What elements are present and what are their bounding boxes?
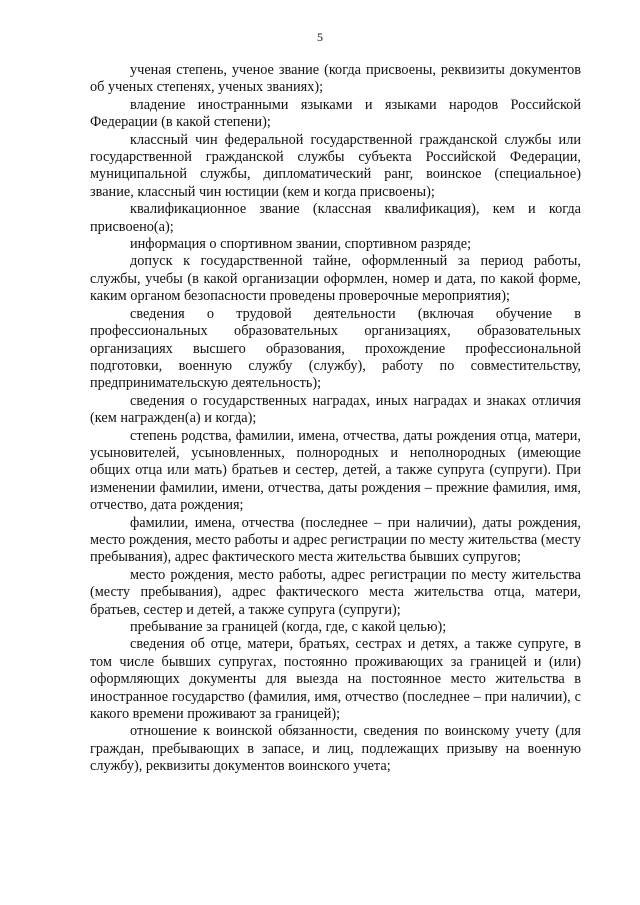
paragraph-qualification-title: квалификационное звание (классная квалификация), кем и когда присвоено(а); bbox=[90, 201, 581, 235]
paragraph-relatives-addresses: место рождения, место работы, адрес регистрации по месту жительства (месту пребывания), адрес фактического места жительства отца, матери, братьев, сестер и детей, а также супруга (супруги); bbox=[90, 566, 581, 618]
paragraph-military-duty: отношение к воинской обязанности, сведения по воинскому учету (для граждан, пребывающих в запасе, и лиц, подлежащих призыву на военную службу), реквизиты документов воинского учета; bbox=[90, 723, 581, 775]
paragraph-languages: владение иностранными языками и языками народов Российской Федерации (в какой степени); bbox=[90, 96, 581, 131]
page-number: 5 bbox=[317, 30, 323, 44]
paragraph-sports-title: информация о спортивном звании, спортивном разряде; bbox=[130, 236, 472, 253]
paragraph-relatives-abroad: сведения об отце, матери, братьях, сестрах и детях, а также супруге, в том числе бывших супругах, постоянно проживающих за границей и (или) оформляющих документы для выезда на постоянное место жительства в иностранное государство (фамилия, имя, отчество (последнее – при наличии), с какого времени проживают за границей); bbox=[90, 636, 581, 723]
paragraph-awards: сведения о государственных наградах, иных наградах и знаках отличия (кем награжден(а) и когда); bbox=[90, 392, 581, 427]
paragraph-work-history: сведения о трудовой деятельности (включая обучение в профессиональных образовательных организациях, образовательных организациях высшего образования, прохождение профессиональной подготовки, военную службу (службу), работу по совместительству, предпринимательскую деятельность); bbox=[90, 305, 581, 392]
document-body bbox=[90, 62, 581, 776]
paragraph-academic-degree: ученая степень, ученое звание (когда присвоены, реквизиты документов об ученых степенях, ученых званиях); bbox=[90, 62, 581, 96]
paragraph-former-spouses: фамилии, имена, отчества (последнее – при наличии), даты рождения, место рождения, место работы и адрес регистрации по месту жительства (месту пребывания), адрес фактического места жительства бывших супругов; bbox=[90, 514, 581, 566]
paragraph-class-rank: классный чин федеральной государственной гражданской службы или государственной гражданской службы субъекта Российской Федерации, муниципальной службы, дипломатический ранг, воинское (специальное) звание, классный чин юстиции (кем и когда присвоены); bbox=[90, 131, 581, 200]
paragraph-stay-abroad: пребывание за границей (когда, где, с какой целью); bbox=[130, 619, 447, 635]
paragraph-relatives: степень родства, фамилии, имена, отчества, даты рождения отца, матери, усыновителей, усыновленных, полнородных и неполнородных (имеющие общих отца или мать) братьев и сестер, детей, а также супруга (супруги). При изменении фамилии, имени, отчества, даты рождения – прежние фамилия, имя, отчество, дата рождения; bbox=[90, 427, 581, 514]
paragraph-state-secret-clearance: допуск к государственной тайне, оформленный за период работы, службы, учебы (в какой организации оформлен, номер и дата, по какой форме, каким органом безопасности проведены проверочные мероприятия); bbox=[90, 253, 581, 305]
